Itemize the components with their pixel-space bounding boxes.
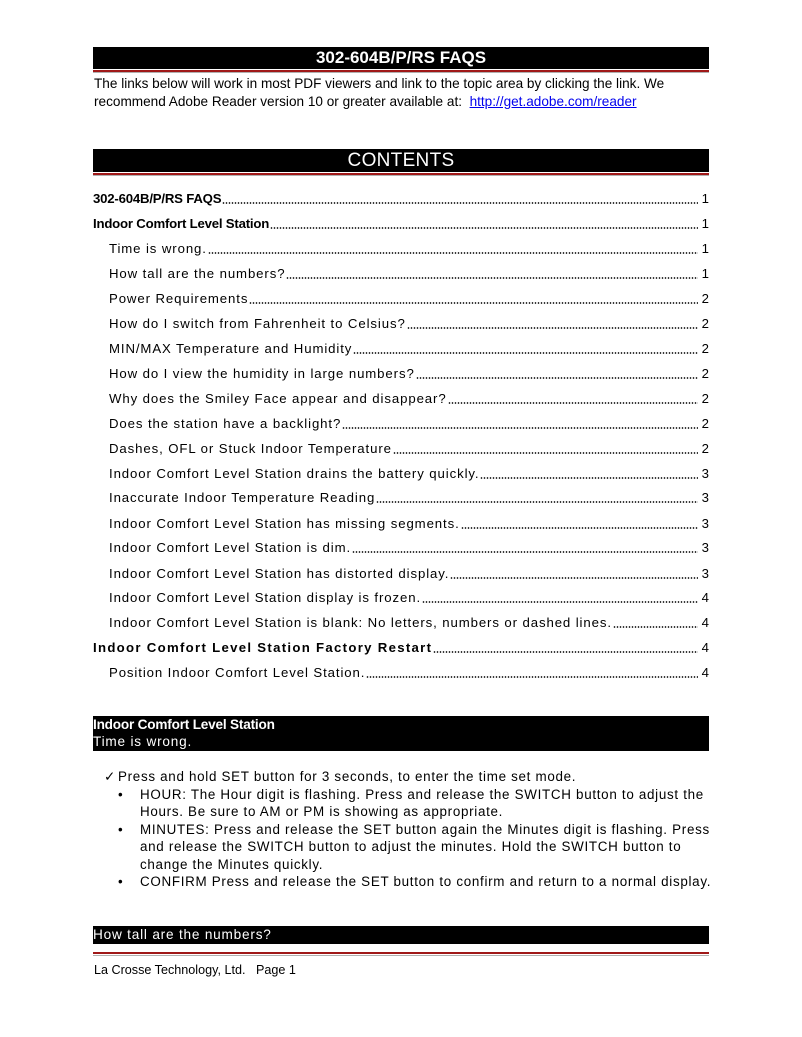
toc-entry-page: 4 — [701, 590, 709, 605]
toc-entry-page: 4 — [701, 615, 709, 630]
toc-entry[interactable] — [93, 289, 709, 307]
toc-entry-label: How do I switch from Fahrenheit to Celsius? — [109, 316, 406, 331]
toc-entry-page: 1 — [701, 216, 709, 231]
toc-entry[interactable] — [93, 314, 709, 332]
footer-rule-red — [93, 952, 709, 954]
toc-entry[interactable] — [93, 488, 709, 506]
toc-dot-leader — [352, 551, 698, 553]
bullet-text: HOUR: The Hour digit is flashing. Press and release the SWITCH button to adjust the Hours. Be sure to AM or PM is showing as appropriate. — [140, 786, 704, 819]
toc-dot-leader — [448, 402, 698, 404]
toc-dot-leader — [613, 626, 698, 628]
toc-entry[interactable] — [93, 588, 709, 606]
title-rule-gray — [93, 72, 709, 73]
list-item — [118, 821, 714, 874]
toc-entry[interactable] — [93, 364, 709, 382]
toc-entry-page: 2 — [701, 441, 709, 456]
toc-entry-page: 3 — [701, 516, 709, 531]
toc-dot-leader — [249, 302, 698, 304]
toc-entry-page: 3 — [701, 540, 709, 555]
toc-entry[interactable] — [93, 663, 709, 681]
toc-entry-label: Why does the Smiley Face appear and disappear? — [109, 391, 447, 406]
toc-entry-label: Dashes, OFL or Stuck Indoor Temperature — [109, 441, 392, 456]
main-step-text: Press and hold SET button for 3 seconds, to enter the time set mode. — [118, 769, 577, 784]
section-heading: Indoor Comfort Level Station — [93, 717, 275, 732]
toc-entry-page: 2 — [701, 391, 709, 406]
toc-entry-page: 1 — [701, 191, 709, 206]
toc-entry[interactable] — [93, 389, 709, 407]
toc-dot-leader — [366, 676, 698, 678]
toc-dot-leader — [422, 601, 698, 603]
toc-entry[interactable] — [93, 264, 709, 282]
toc-entry-label: Power Requirements — [109, 291, 249, 306]
intro-text: The links below will work in most PDF viewers and link to the topic area by clicking the link. We recommend Adobe Reader version 10 or greater available at: — [94, 76, 665, 109]
toc-dot-leader — [450, 577, 698, 579]
toc-entry-page: 2 — [701, 291, 709, 306]
toc-entry-page: 2 — [701, 416, 709, 431]
toc-dot-leader — [480, 477, 698, 479]
toc-entry-label: Indoor Comfort Level Station Factory Restart — [93, 640, 433, 655]
toc-dot-leader — [416, 377, 698, 379]
toc-entry[interactable] — [93, 339, 709, 357]
toc-entry-page: 3 — [701, 490, 709, 505]
next-section-heading: How tall are the numbers? — [93, 926, 709, 944]
list-item — [118, 786, 714, 821]
toc-entry-label: Indoor Comfort Level Station is dim. — [109, 540, 352, 555]
toc-entry-label: Indoor Comfort Level Station has missing segments. — [109, 516, 460, 531]
toc-entry-label: Indoor Comfort Level Station — [93, 216, 270, 231]
page-footer: La Crosse Technology, Ltd. Page 1 — [94, 963, 296, 977]
main-step — [104, 768, 714, 786]
toc-entry-label: Indoor Comfort Level Station is blank: No letters, numbers or dashed lines. — [109, 615, 612, 630]
section-subheading: Time is wrong. — [93, 734, 193, 749]
toc-entry[interactable] — [93, 464, 709, 482]
toc-entry[interactable] — [93, 414, 709, 432]
toc-entry[interactable] — [93, 538, 709, 556]
toc-entry[interactable] — [93, 564, 709, 582]
toc-entry[interactable] — [93, 214, 709, 232]
footer-rule-gray — [93, 955, 709, 956]
contents-rule-gray — [93, 175, 709, 176]
bullet-icon: • — [118, 821, 124, 837]
toc-entry-page: 1 — [701, 241, 709, 256]
toc-entry[interactable] — [93, 514, 709, 532]
toc-dot-leader — [376, 501, 698, 503]
section-heading-block — [93, 716, 709, 751]
bullet-icon: • — [118, 786, 124, 802]
toc-entry-page: 2 — [701, 316, 709, 331]
toc-entry[interactable] — [93, 239, 709, 257]
toc-entry-page: 2 — [701, 341, 709, 356]
toc-dot-leader — [353, 352, 698, 354]
bullet-icon: • — [118, 874, 124, 889]
toc-entry-label: How tall are the numbers? — [109, 266, 286, 281]
toc-entry-label: Time is wrong. — [109, 241, 207, 256]
contents-heading: CONTENTS — [93, 149, 709, 172]
toc-entry-page: 4 — [701, 640, 709, 655]
toc-dot-leader — [461, 527, 698, 529]
toc-entry-page: 2 — [701, 366, 709, 381]
toc-dot-leader — [208, 252, 698, 254]
toc-entry-label: Indoor Comfort Level Station drains the battery quickly. — [109, 466, 480, 481]
instruction-steps — [104, 768, 714, 891]
toc-entry-page: 1 — [701, 266, 709, 281]
toc-dot-leader — [407, 327, 698, 329]
check-icon: ✓ — [104, 769, 116, 784]
toc-entry-label: 302-604B/P/RS FAQS — [93, 191, 222, 206]
toc-entry-page: 4 — [701, 665, 709, 680]
toc-entry-page: 3 — [701, 466, 709, 481]
document-title: 302-604B/P/RS FAQS — [93, 47, 709, 69]
toc-dot-leader — [393, 452, 698, 454]
toc-entry[interactable] — [93, 613, 709, 631]
toc-entry[interactable] — [93, 638, 709, 656]
toc-dot-leader — [433, 651, 698, 653]
toc-entry-label: Does the station have a backlight? — [109, 416, 342, 431]
bullet-text: CONFIRM Press and release the SET button to confirm and return to a normal display. — [140, 874, 712, 889]
toc-entry-page: 3 — [701, 566, 709, 581]
intro-paragraph — [94, 75, 714, 110]
toc-entry-label: How do I view the humidity in large numbers? — [109, 366, 415, 381]
toc-dot-leader — [222, 202, 698, 204]
toc-entry-label: Inaccurate Indoor Temperature Reading — [109, 490, 376, 505]
toc-entry-label: Indoor Comfort Level Station display is frozen. — [109, 590, 422, 605]
bullet-text: MINUTES: Press and release the SET button again the Minutes digit is flashing. Press and release the SWITCH button to adjust the minutes. Hold the SWITCH button to change the Minutes quickly. — [140, 821, 710, 872]
toc-entry-label: Position Indoor Comfort Level Station. — [109, 665, 366, 680]
toc-entry-label: Indoor Comfort Level Station has distorted display. — [109, 566, 450, 581]
toc-dot-leader — [342, 427, 698, 429]
adobe-reader-link[interactable]: http://get.adobe.com/reader — [469, 93, 637, 109]
toc-dot-leader — [270, 227, 698, 229]
toc-entry[interactable] — [93, 439, 709, 457]
toc-dot-leader — [286, 277, 698, 279]
list-item — [118, 873, 714, 891]
toc-entry[interactable] — [93, 189, 709, 207]
toc-entry-label: MIN/MAX Temperature and Humidity — [109, 341, 353, 356]
